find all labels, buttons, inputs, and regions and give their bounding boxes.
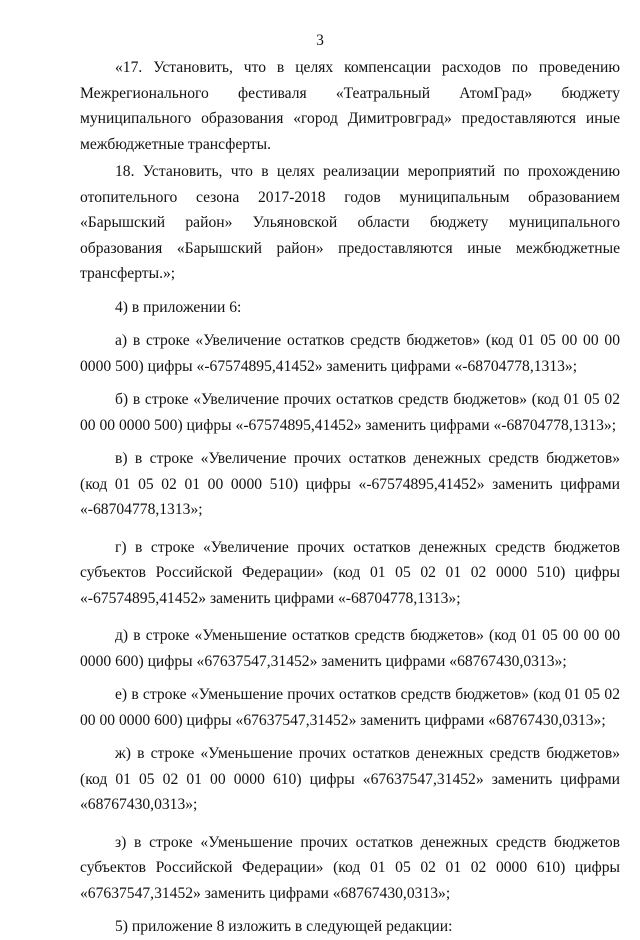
paragraph-subitem-zh: ж) в строке «Уменьшение прочих остатков денежных средств бюджетов» (код 01 05 02 01 00 0000 610) цифры «67637547,31452» заменить цифрами «68767430,0313»; xyxy=(80,745,620,813)
paragraph-subitem-d: д) в строке «Уменьшение остатков средств бюджетов» (код 01 05 00 00 00 0000 600) цифры «67637547,31452» заменить цифрами «68767430,0313»; xyxy=(80,627,620,670)
paragraph-appendix-6-heading: 4) в приложении 6: xyxy=(115,298,242,316)
page-number: 3 xyxy=(316,32,324,49)
paragraph-subitem-b: б) в строке «Увеличение прочих остатков средств бюджетов» (код 01 05 02 00 00 0000 500) цифры «-67574895,41452» заменить цифрами «-68704778,1313»; xyxy=(80,391,620,434)
paragraph-subitem-v: в) в строке «Увеличение прочих остатков денежных средств бюджетов» (код 01 05 02 01 00 0000 510) цифры «-67574895,41452» заменить цифрами «-68704778,1313»; xyxy=(80,450,620,518)
paragraph-appendix-8-heading: 5) приложение 8 изложить в следующей редакции: xyxy=(115,918,453,935)
paragraph-subitem-a: а) в строке «Увеличение остатков средств бюджетов» (код 01 05 00 00 00 0000 500) цифры «-67574895,41452» заменить цифрами «-68704778,1313»; xyxy=(80,332,620,375)
document-body xyxy=(80,55,620,940)
paragraph-subitem-e: е) в строке «Уменьшение прочих остатков средств бюджетов» (код 01 05 02 00 00 0000 600) цифры «67637547,31452» заменить цифрами «68767430,0313»; xyxy=(80,686,620,729)
paragraph-subitem-g: г) в строке «Увеличение прочих остатков денежных средств бюджетов субъектов Российской Федерации» (код 01 05 02 01 02 0000 510) цифры «-67574895,41452» заменить цифрами «-68704778,1313»; xyxy=(80,538,620,607)
paragraph-subitem-z: з) в строке «Уменьшение прочих остатков денежных средств бюджетов субъектов Российской Федерации» (код 01 05 02 01 02 0000 610) цифры «67637547,31452» заменить цифрами «68767430,0313»; xyxy=(80,833,620,902)
paragraph-item-18: 18. Установить, что в целях реализации мероприятий по прохождению отопительного сезона 2017-2018 годов муниципальным образованием «Барышский район» Ульяновской области бюджету муниципального образования «Барышский район» предоставляются иные межбюджетные трансферты.»; xyxy=(80,163,620,282)
paragraph-item-17: «17. Установить, что в целях компенсации расходов по проведению Межрегионального фестиваля «Театральный АтомГрад» бюджету муниципального образования «город Димитровград» предоставляются иные межбюджетные трансферты. xyxy=(80,59,620,153)
